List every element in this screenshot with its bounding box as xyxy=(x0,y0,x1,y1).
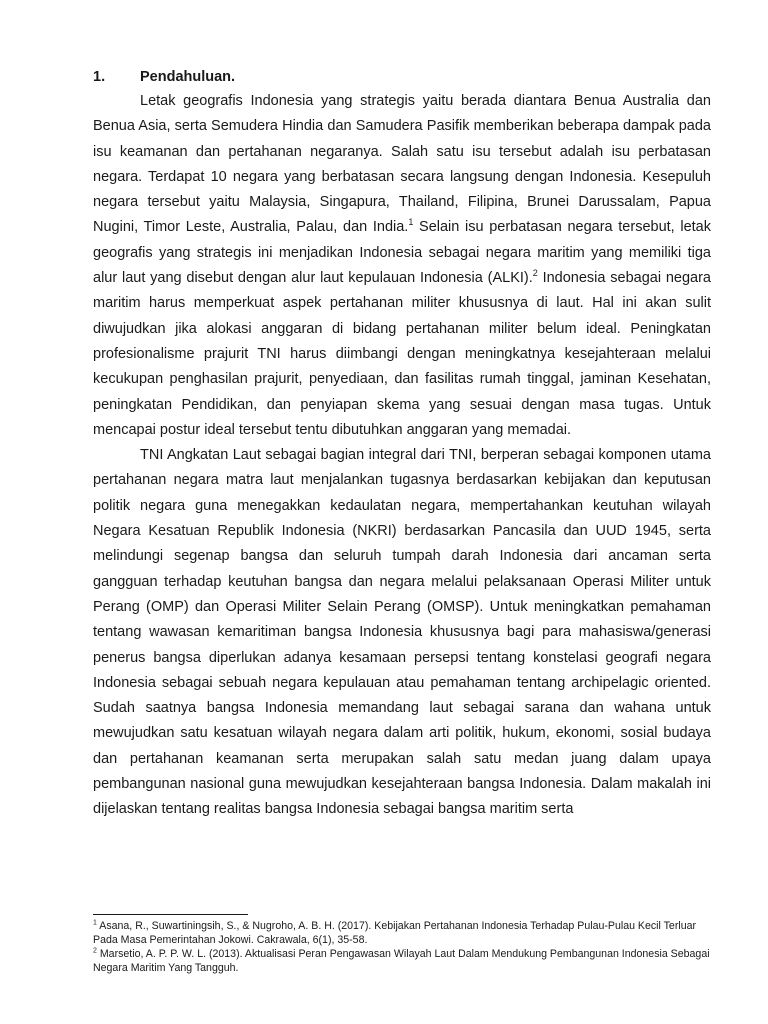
body-text xyxy=(93,89,711,823)
footnote xyxy=(93,919,713,947)
paragraph xyxy=(93,89,711,443)
section-heading xyxy=(93,67,235,87)
paragraph-text: Selain isu perbatasan negara tersebut, letak geografis yang strategis ini menjadikan Indonesia sebagai negara maritim yang memiliki tiga alur laut yang disebut dengan alur laut kepulauan Indonesia (ALKI). xyxy=(93,219,711,287)
footnote-text: Asana, R., Suwartiningsih, S., & Nugroho, A. B. H. (2017). Kebijakan Pertahanan Indonesia Terhadap Pulau-Pulau Kecil Terluar Pada Masa Pemerintahan Jokowi. Cakrawala, 6(1), 35-58. xyxy=(93,920,697,946)
footnote xyxy=(93,947,713,975)
footnote-text: Marsetio, A. P. P. W. L. (2013). Aktualisasi Peran Pengawasan Wilayah Laut Dalam Mendukung Pembangunan Indonesia Sebagai Negara Maritim Yang Tangguh. xyxy=(93,948,710,974)
section-number: 1. xyxy=(93,69,106,85)
footnote-marker: 1 xyxy=(93,919,97,927)
footnote-ref[interactable]: 2 xyxy=(532,268,538,279)
paragraph xyxy=(93,443,711,822)
paragraph-text: Letak geografis Indonesia yang strategis yaitu berada diantara Benua Australia dan Benua Asia, serta Semudera Hindia dan Samudera Pasifik memberikan beberapa dampak pada isu keamanan dan pertahanan negaranya. Salah satu isu tersebut adalah isu perbatasan negara. Terdapat 10 negara yang berbatasan secara langsung dengan Indonesia. Kesepuluh negara tersebut yaitu Malaysia, Singapura, Thailand, Filipina, Brunei Darussalam, Papua Nugini, Timor Leste, Australia, Palau, dan India. xyxy=(93,93,711,236)
footnote-marker: 2 xyxy=(93,947,97,955)
paragraph-text: Indonesia sebagai negara maritim harus memperkuat aspek pertahanan militer khususnya di laut. Hal ini akan sulit diwujudkan jika alokasi anggaran di bidang pertahanan militer belum ideal. Peningkatan profesionalisme prajurit TNI harus diimbangi dengan meningkatnya kesejahteraan melalui kecukupan penghasilan prajurit, penyediaan, dan fasilitas rumah tinggal, jaminan Kesehatan, peningkatan Pendidikan, dan penyiapan skema yang sesuai dengan masa tugas. Untuk mencapai postur ideal tersebut tentu dibutuhkan anggaran yang memadai. xyxy=(93,270,711,438)
section-title: Pendahuluan. xyxy=(140,69,236,85)
footnote-ref[interactable]: 1 xyxy=(408,217,414,228)
footnotes xyxy=(93,919,713,975)
footnote-separator xyxy=(93,914,248,915)
paragraph-text: TNI Angkatan Laut sebagai bagian integral dari TNI, berperan sebagai komponen utama pertahanan negara matra laut menjalankan tugasnya berdasarkan kebijakan dan keputusan politik negara guna menegakkan kedaulatan negara, mempertahankan keutuhan wilayah Negara Kesatuan Republik Indonesia (NKRI) berdasarkan Pancasila dan UUD 1945, serta melindungi segenap bangsa dan seluruh tumpah darah Indonesia dari ancaman serta gangguan terhadap keutuhan bangsa dan negara melalui pelaksanaan Operasi Militer untuk Perang (OMP) dan Operasi Militer Selain Perang (OMSP). Untuk meningkatkan pemahaman tentang wawasan kemaritiman bangsa Indonesia khususnya bagi para mahasiswa/generasi penerus bangsa diperlukan adanya kesamaan persepsi tentang konstelasi geografi negara Indonesia sebagai sebuah negara kepulauan atau pemahaman tentang archipelagic oriented. Sudah saatnya bangsa Indonesia memandang laut sebagai sarana dan wahana untuk mewujudkan satu kesatuan wilayah negara dalam arti politik, hukum, ekonomi, sosial budaya dan pertahanan keamanan serta merupakan salah satu medan juang dalam upaya pembangunan nasional guna mewujudkan kesejahteraan bangsa Indonesia. Dalam makalah ini dijelaskan tentang realitas bangsa Indonesia sebagai bangsa maritim serta xyxy=(93,447,711,818)
